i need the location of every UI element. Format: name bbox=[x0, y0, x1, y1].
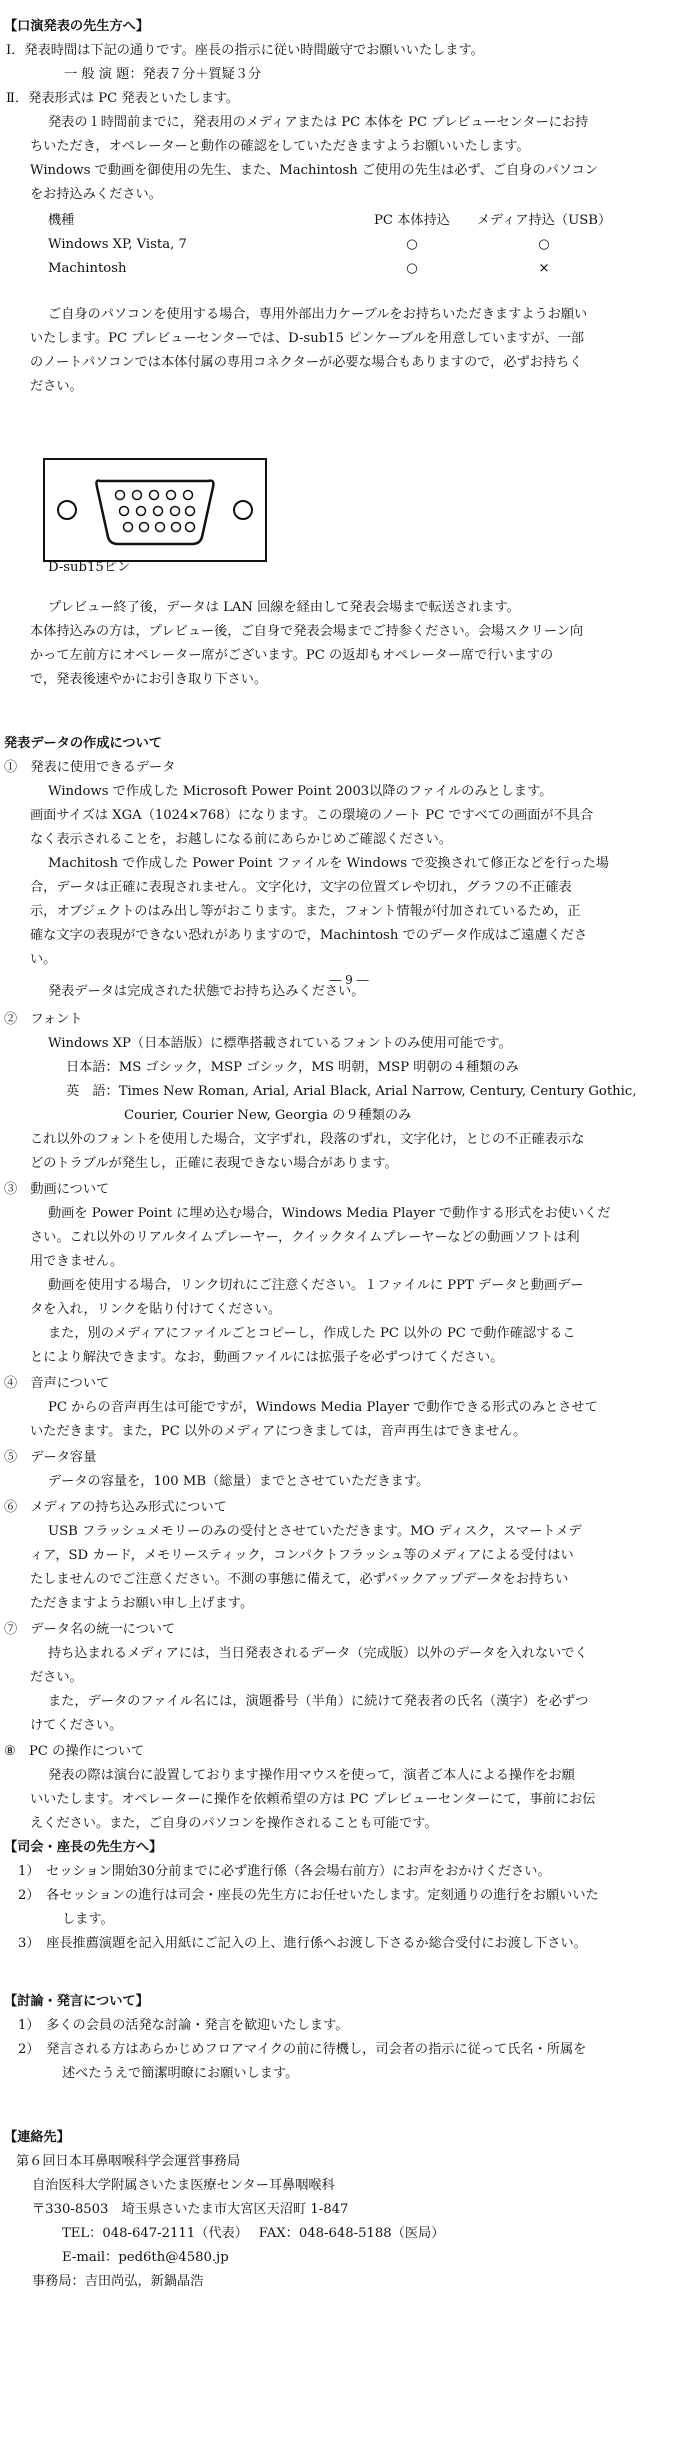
paragraph-line: ださい。 bbox=[30, 379, 83, 394]
section-heading-chair: 【司会・座長の先生方へ】 bbox=[4, 1840, 163, 1855]
contact-phone-fax: TEL：048-647-2111（代表） FAX：048-648-5188（医局） bbox=[62, 2226, 445, 2241]
paragraph-line: 持ち込まれるメディアには，当日発表されるデータ（完成版）以外のデータを入れないでく bbox=[48, 1646, 588, 1661]
list-item-heading: ① 発表に使用できるデータ bbox=[4, 760, 176, 775]
paragraph-line: Machitosh で作成した Power Point ファイルを Windows で変換されて修正などを行った場 bbox=[48, 856, 609, 871]
list-item-heading: ④ 音声について bbox=[4, 1376, 110, 1391]
paragraph-line: また，データのファイル名には，演題番号（半角）に続けて発表者の氏名（漢字）を必ずつ bbox=[48, 1694, 589, 1709]
paragraph-line: 英 語：Times New Roman, Arial, Arial Black, Arial Narrow, Century, Century Gothic, bbox=[66, 1084, 637, 1099]
paragraph-line: 示，オブジェクトのはみ出し等がおこります。また，フォント情報が付加されているため，正 bbox=[30, 904, 581, 919]
page-number: ― 9 ― bbox=[329, 973, 369, 987]
list-item-heading: ⑥ メディアの持ち込み形式について bbox=[4, 1500, 227, 1515]
paragraph-line: プレビュー終了後，データは LAN 回線を経由して発表会場まで転送されます。 bbox=[48, 600, 520, 615]
paragraph-line: ただきますようお願い申し上げます。 bbox=[30, 1596, 254, 1611]
list-item-heading: ② フォント bbox=[4, 1012, 83, 1027]
paragraph-line: どのトラブルが発生し，正確に表現できない場合があります。 bbox=[30, 1156, 398, 1171]
list-item: 3） 座長推薦演題を記入用紙にご記入の上、進行係へお渡し下さるか総合受付にお渡し下さい。 bbox=[18, 1936, 587, 1951]
connector-frame bbox=[44, 459, 266, 561]
paragraph-line: 動画を使用する場合，リンク切れにご注意ください。１ファイルに PPT データと動画デー bbox=[48, 1278, 584, 1293]
paragraph-line: ご自身のパソコンを使用する場合，専用外部出力ケーブルをお持ちいただきますようお願い bbox=[48, 307, 588, 322]
paragraph-line: Ⅰ．発表時間は下記の通りです。座長の指示に従い時間厳守でお願いいたします。 bbox=[6, 43, 484, 58]
table-header-cell: 機種 bbox=[48, 213, 75, 228]
paragraph-line: データの容量を，100 MB（総量）までとさせていただきます。 bbox=[48, 1474, 430, 1489]
paragraph-line: USB フラッシュメモリーのみの受付とさせていただきます。MO ディスク，スマートメデ bbox=[48, 1524, 582, 1539]
list-item-continuation: 述べたうえで簡潔明瞭にお願いします。 bbox=[62, 2066, 299, 2081]
table-cell: Windows XP, Vista, 7 bbox=[48, 237, 187, 252]
table-header-cell: PC 本体持込 bbox=[374, 213, 450, 228]
paragraph-line: いたします。PC プレビューセンターでは、D-sub15 ピンケーブルを用意していますが、一部 bbox=[30, 331, 585, 346]
paragraph-line: Windows で作成した Microsoft Power Point 2003以降のファイルのみとします。 bbox=[48, 784, 553, 799]
paragraph-line: で，発表後速やかにお引き取り下さい。 bbox=[30, 672, 268, 687]
paragraph-line: Ⅱ．発表形式は PC 発表といたします。 bbox=[6, 91, 240, 106]
paragraph-line: これ以外のフォントを使用した場合，文字ずれ，段落のずれ，文字化け，とじの不正確表示な bbox=[30, 1132, 585, 1147]
table-row bbox=[0, 233, 614, 257]
paragraph-line: 確な文字の表現ができない恐れがありますので，Machintosh でのデータ作成はご遠慮くださ bbox=[30, 928, 588, 943]
paragraph-line: さい。これ以外のリアルタイムプレーヤー，クイックタイムプレーヤーなどの動画ソフトは利 bbox=[30, 1230, 580, 1245]
media-table bbox=[0, 209, 614, 281]
section-heading-contact: 【連絡先】 bbox=[4, 2130, 70, 2145]
list-item: 1） 多くの会員の活発な討論・発言を歓迎いたします。 bbox=[18, 2018, 349, 2033]
mounting-hole-left bbox=[58, 501, 76, 519]
paragraph-line: なく表示されることを，お越しになる前にあらかじめご確認ください。 bbox=[30, 832, 452, 847]
table-row bbox=[0, 257, 614, 281]
list-item: 2） 各セッションの進行は司会・座長の先生方にお任せいたします。定刻通りの進行をお願いいた bbox=[18, 1888, 599, 1903]
paragraph-line: をお持込みください。 bbox=[30, 187, 162, 202]
paragraph-line: Windows XP（日本語版）に標準搭載されているフォントのみ使用可能です。 bbox=[48, 1036, 512, 1051]
paragraph-line: かって左前方にオペレーター席がございます。PC の返却もオペレーター席で行いますの bbox=[30, 648, 554, 663]
paragraph-line: いいたします。オペレーターに操作を依頼希望の方は PC プレビューセンターにて，事前にお伝 bbox=[30, 1792, 596, 1807]
paragraph-line: えください。また，ご自身のパソコンを操作されることも可能です。 bbox=[30, 1816, 438, 1831]
paragraph-line: Courier, Courier New, Georgia の９種類のみ bbox=[124, 1108, 412, 1123]
paragraph-line: いただきます。また，PC 以外のメディアにつきましては，音声再生はできません。 bbox=[30, 1424, 527, 1439]
paragraph-line: ださい。 bbox=[30, 1670, 83, 1685]
paragraph-line: 合，データは正確に表現されません。文字化け，文字の位置ズレや切れ，グラフの不正確表 bbox=[30, 880, 572, 895]
contact-department: 自治医科大学附属さいたま医療センター耳鼻咽喉科 bbox=[32, 2178, 335, 2193]
table-cell: ○ bbox=[406, 237, 418, 252]
paragraph-line: 発表データは完成された状態でお持ち込みください。 bbox=[48, 984, 365, 999]
list-item-heading: ③ 動画について bbox=[4, 1182, 110, 1197]
section-heading-discussion: 【討論・発言について】 bbox=[4, 1994, 149, 2009]
table-header-cell: メディア持込（USB） bbox=[476, 213, 612, 228]
table-header-row bbox=[0, 209, 614, 233]
contact-secretariat: 事務局：吉田尚弘，新鍋晶浩 bbox=[32, 2274, 204, 2289]
paragraph-line: 画面サイズは XGA（1024×768）になります。この環境のノート PC ですべての画面が不具合 bbox=[30, 808, 594, 823]
paragraph-line: けてください。 bbox=[30, 1718, 123, 1733]
list-item-heading: ⑦ データ名の統一について bbox=[4, 1622, 176, 1637]
contact-address: 〒330-8503 埼玉県さいたま市大宮区天沼町 1-847 bbox=[32, 2202, 349, 2217]
paragraph-line: 本体持込みの方は，プレビュー後，ご自身で発表会場までご持参ください。会場スクリーン向 bbox=[30, 624, 584, 639]
dsub15-connector-diagram bbox=[40, 455, 270, 565]
paragraph-line: ィア，SD カード，メモリースティック，コンパクトフラッシュ等のメディアによる受付はい bbox=[30, 1548, 574, 1563]
paragraph-line: 日本語：MS ゴシック，MSP ゴシック，MS 明朝，MSP 明朝の４種類のみ bbox=[66, 1060, 519, 1075]
list-item: 2） 発言される方はあらかじめフロアマイクの前に待機し，司会者の指示に従って氏名・所属を bbox=[18, 2042, 587, 2057]
connector-caption: D-sub15ピン bbox=[48, 560, 131, 575]
paragraph-line: ちいただき，オペレーターと動作の確認をしていただきますようお願いいたします。 bbox=[30, 139, 530, 154]
paragraph-line: のノートパソコンでは本体付属の専用コネクターが必要な場合もありますので，必ずお持ちく bbox=[30, 355, 583, 370]
table-cell: × bbox=[538, 261, 550, 276]
paragraph-line: たしませんのでご注意ください。不測の事態に備えて，必ずバックアップデータをお持ちい bbox=[30, 1572, 569, 1587]
list-item-continuation: します。 bbox=[62, 1912, 114, 1927]
paragraph-line: い。 bbox=[30, 952, 57, 967]
contact-organization: 第６回日本耳鼻咽喉科学会運営事務局 bbox=[16, 2154, 241, 2169]
list-item: 1） セッション開始30分前までに必ず進行係（各会場右前方）にお声をおかけください。 bbox=[18, 1864, 551, 1879]
paragraph-line: 用できません。 bbox=[30, 1254, 124, 1269]
paragraph-line: とにより解決できます。なお，動画ファイルには拡張子を必ずつけてください。 bbox=[30, 1350, 504, 1365]
section-heading-data: 発表データの作成について bbox=[4, 736, 162, 751]
paragraph-line: 発表の際は演台に設置しております操作用マウスを使って，演者ご本人による操作をお願 bbox=[48, 1768, 575, 1783]
table-cell: ○ bbox=[538, 237, 550, 252]
section-heading-oral: 【口演発表の先生方へ】 bbox=[4, 19, 150, 34]
contact-email: E-mail：ped6th@4580.jp bbox=[62, 2250, 229, 2265]
list-item-heading: ⑤ データ容量 bbox=[4, 1450, 97, 1465]
paragraph-line: 発表の１時間前までに，発表用のメディアまたは PC 本体を PC プレビューセンターにお持 bbox=[48, 115, 589, 130]
paragraph-line: 動画を Power Point に埋め込む場合，Windows Media Player で動作する形式をお使いくだ bbox=[48, 1206, 611, 1221]
list-item-heading: ⑧ PC の操作について bbox=[4, 1744, 145, 1759]
paragraph-line: タを入れ，リンクを貼り付けてください。 bbox=[30, 1302, 282, 1317]
mounting-hole-right bbox=[234, 501, 252, 519]
table-cell: ○ bbox=[406, 261, 418, 276]
paragraph-line: また，別のメディアにファイルごとコピーし，作成した PC 以外の PC で動作確認するこ bbox=[48, 1326, 576, 1341]
paragraph-line: Windows で動画を御使用の先生、また、Machintosh ご使用の先生は必ず、ご自身のパソコン bbox=[30, 163, 598, 178]
paragraph-line: PC からの音声再生は可能ですが，Windows Media Player で動作できる形式のみとさせて bbox=[48, 1400, 598, 1415]
connector-pins bbox=[116, 491, 195, 532]
paragraph-line: 一 般 演 題：発表７分＋質疑３分 bbox=[64, 67, 262, 82]
table-cell: Machintosh bbox=[48, 261, 127, 276]
